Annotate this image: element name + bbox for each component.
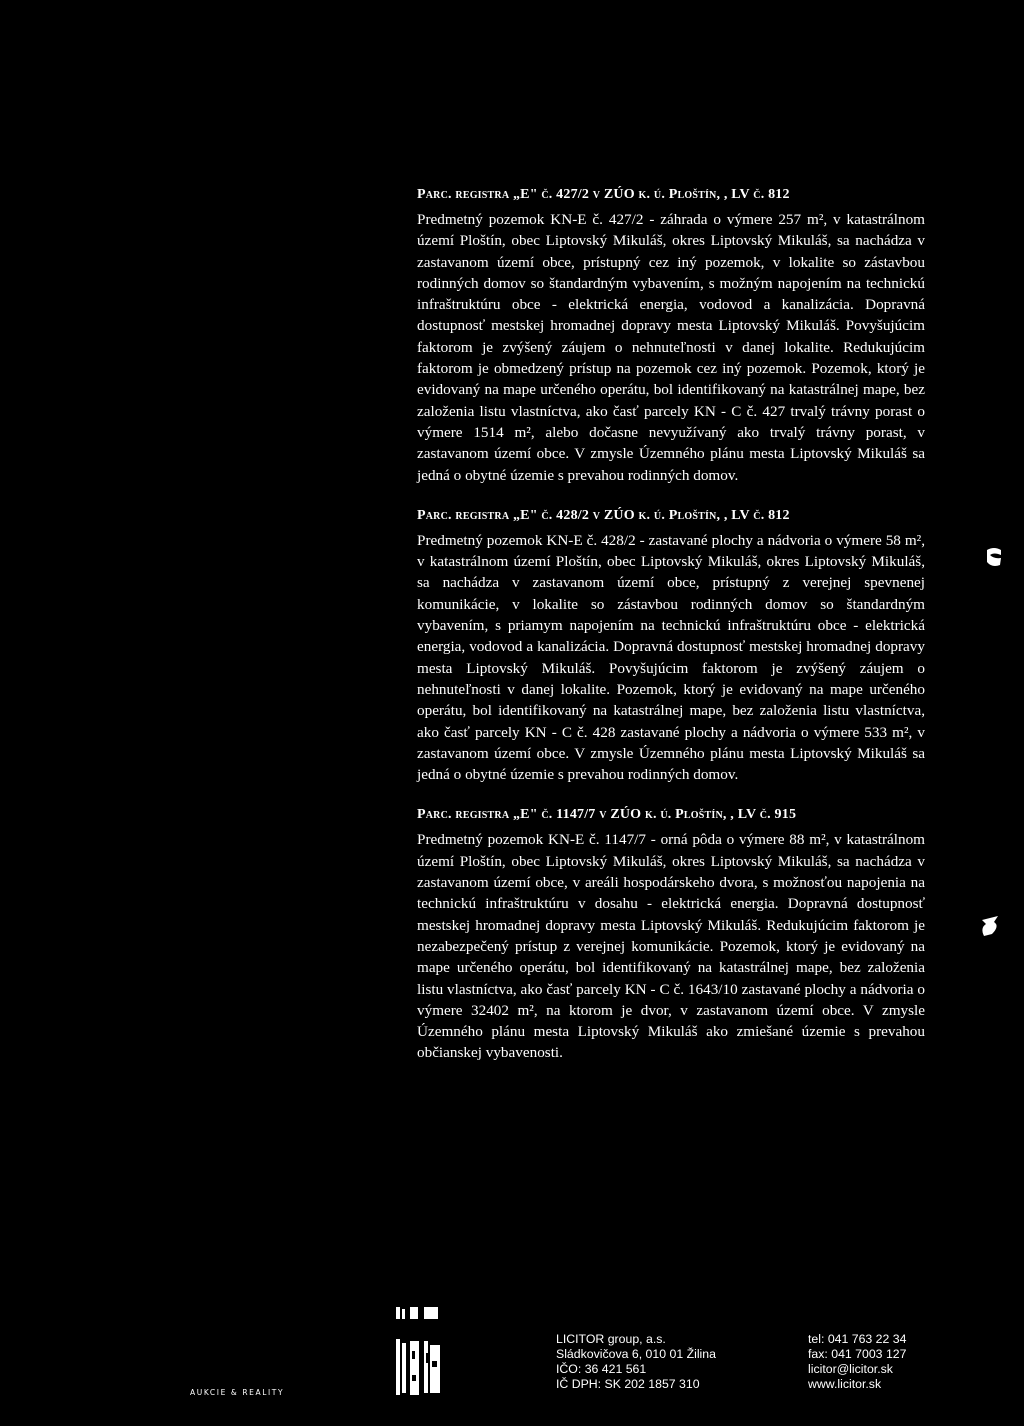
document-body: [417, 186, 925, 1085]
parcel-description: Predmetný pozemok KN-E č. 427/2 - záhrada o výmere 257 m², v katastrálnom území Ploštín, obec Liptovský Mikuláš, okres Liptovský Mikuláš, sa nachádza v zastavanom území obce, prístupný cez iný pozemok, v lokalite so zástavbou rodinných domov so štandardným vybavením, s možným napojením na technickú infraštruktúru obce - elektrická energia, vodovod a kanalizácia. Dopravná dostupnosť mestskej hromadnej dopravy mesta Liptovský Mikuláš. Povyšujúcim faktorom je zvýšený záujem o nehnuteľnosti v danej lokalite. Redukujúcim faktorom je obmedzený prístup na pozemok cez iný pozemok. Pozemok, ktorý je evidovaný na mape určeného operátu, bol identifikovaný na katastrálnej mape, bez založenia listu vlastníctva, ako časť parcely KN - C č. 427 trvalý trávny porast o výmere 1514 m², alebo dočasne nevyužívaný ako trvalý trávny porast, v zastavanom území obce. V zmysle Územného plánu mesta Liptovský Mikuláš sa jedná o obytné územie s prevahou rodinných domov.: [417, 211, 925, 484]
parcel-section-3: [417, 806, 925, 1063]
company-ico: IČO: 36 421 561: [556, 1362, 647, 1376]
company-address: Sládkovičova 6, 010 01 Žilina: [556, 1347, 716, 1361]
parcel-section-2: [417, 507, 925, 786]
parcel-heading: Parc. registra „E" č. 427/2 v ZÚO k. ú. Ploštín, , LV č. 812: [417, 187, 790, 202]
parcel-description: Predmetný pozemok KN-E č. 428/2 - zastavané plochy a nádvoria o výmere 58 m², v katastrálnom území Ploštín, obec Liptovský Mikuláš, okres Liptovský Mikuláš, sa nachádza v zastavanom území obce, prístupný z verejnej spevnenej komunikácie, v lokalite so zástavbou rodinných domov so štandardným vybavením, s priamym napojením na technickú infraštruktúru obce - elektrická energia, vodovod a kanalizácia. Dopravná dostupnosť mestskej hromadnej dopravy mesta Liptovský Mikuláš. Povyšujúcim faktorom je zvýšený záujem o nehnuteľnosti v danej lokalite. Pozemok, ktorý je evidovaný na mape určeného operátu, bol identifikovaný na katastrálnej mape, bez založenia listu vlastníctva, ako časť parcely KN - C č. 428 zastavané plochy a nádvoria o výmere 533 m², v zastavanom území obce. V zmysle Územného plánu mesta Liptovský Mikuláš sa jedná o obytné územie s prevahou rodinných domov.: [417, 531, 925, 784]
company-dic: IČ DPH: SK 202 1857 310: [556, 1377, 700, 1391]
scan-mark-icon: [984, 546, 1004, 568]
brand-tagline: AUKCIE & REALITY: [190, 1388, 285, 1397]
parcel-heading: Parc. registra „E" č. 1147/7 v ZÚO k. ú. Ploštín, , LV č. 915: [417, 807, 797, 823]
company-info: [556, 1332, 716, 1392]
contact-web[interactable]: www.licitor.sk: [808, 1377, 882, 1391]
scan-mark-icon: [978, 914, 1002, 938]
contact-fax: fax: 041 7003 127: [808, 1347, 907, 1361]
contact-tel: tel: 041 763 22 34: [808, 1332, 907, 1346]
parcel-heading: Parc. registra „E" č. 428/2 v ZÚO k. ú. Ploštín, , LV č. 812: [417, 507, 790, 523]
company-name: LICITOR group, a.s.: [556, 1332, 666, 1346]
licitor-logo-icon: [394, 1305, 450, 1401]
contact-email[interactable]: licitor@licitor.sk: [808, 1362, 893, 1376]
parcel-section-1: [417, 186, 925, 486]
parcel-description: Predmetný pozemok KN-E č. 1147/7 - orná pôda o výmere 88 m², v katastrálnom území Ploštín, obec Liptovský Mikuláš, okres Liptovský Mikuláš, sa nachádza v zastavanom území obce, v areáli hospodárskeho dvora, s možnosťou napojenia na technickú infraštruktúru v dosahu - elektrická energia. Dopravná dostupnosť mestskej hromadnej dopravy mesta Liptovský Mikuláš. Redukujúcim faktorom je nezabezpečený prístup z verejnej komunikácie. Pozemok, ktorý je evidovaný na mape určeného operátu, bol identifikovaný na katastrálnej mape, bez založenia listu vlastníctva, ako časť parcely KN - C č. 1643/10 zastavané plochy a nádvoria o výmere 32402 m², na ktorom je dvor, v zastavanom území obce. V zmysle Územného plánu mesta Liptovský Mikuláš ako zmiešané územie s prevahou občianskej vybavenosti.: [417, 831, 925, 1062]
contact-info: [808, 1332, 906, 1392]
